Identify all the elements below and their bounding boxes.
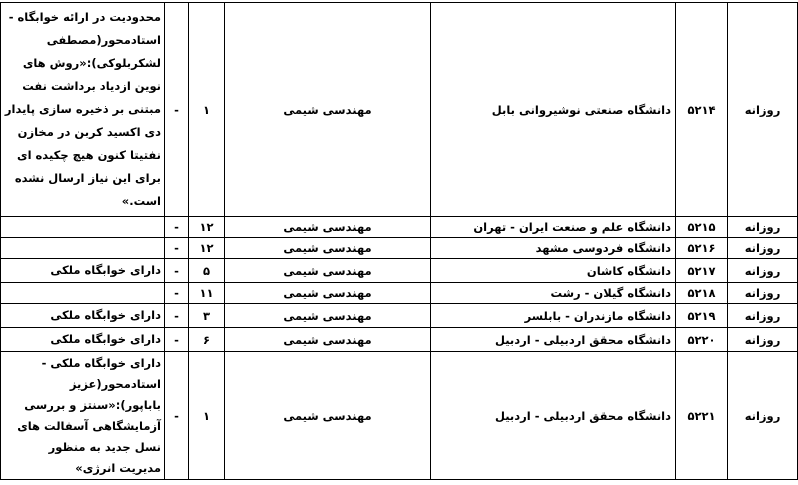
table-row xyxy=(1,3,798,217)
code-cell: ۵۲۱۹ xyxy=(676,304,728,328)
extra-cell: - xyxy=(165,352,189,480)
note-cell: دارای خوابگاه ملکی - استادمحور(عزیز باباپور):«سنتز و بررسی آزمایشگاهی آسفالت های نسل جدید به منظور مدیریت انرژی» xyxy=(1,352,165,480)
schedule-cell: روزانه xyxy=(728,3,798,217)
field-cell: مهندسی شیمی xyxy=(225,352,431,480)
schedule-cell: روزانه xyxy=(728,238,798,259)
code-cell: ۵۲۱۶ xyxy=(676,238,728,259)
university-cell: دانشگاه گیلان - رشت xyxy=(431,283,676,304)
code-cell: ۵۲۱۸ xyxy=(676,283,728,304)
note-cell: محدودیت در ارائه خوابگاه - استادمحور(مصطفی لشکربلوکی):«روش های نوین ازدیاد برداشت نفت مبتنی بر ذخیره سازی پایدار دی اکسید کربن در مخازن نفتیتا کنون هیچ چکیده ای برای این نیاز ارسال نشده است.» xyxy=(1,3,165,217)
note-cell: دارای خوابگاه ملکی xyxy=(1,328,165,352)
schedule-cell: روزانه xyxy=(728,304,798,328)
university-cell: دانشگاه محقق اردبیلی - اردبیل xyxy=(431,328,676,352)
note-cell xyxy=(1,217,165,238)
capacity-cell: ۱۲ xyxy=(189,238,225,259)
capacity-cell: ۱ xyxy=(189,3,225,217)
university-cell: دانشگاه علم و صنعت ایران - تهران xyxy=(431,217,676,238)
code-cell: ۵۲۱۷ xyxy=(676,259,728,283)
note-cell: دارای خوابگاه ملکی xyxy=(1,259,165,283)
table-body xyxy=(1,3,798,480)
capacity-cell: ۱۱ xyxy=(189,283,225,304)
note-cell: دارای خوابگاه ملکی xyxy=(1,304,165,328)
field-cell: مهندسی شیمی xyxy=(225,217,431,238)
code-cell: ۵۲۱۵ xyxy=(676,217,728,238)
note-cell xyxy=(1,283,165,304)
extra-cell: - xyxy=(165,238,189,259)
extra-cell: - xyxy=(165,3,189,217)
university-cell: دانشگاه صنعتی نوشیروانی بابل xyxy=(431,3,676,217)
code-cell: ۵۲۲۰ xyxy=(676,328,728,352)
schedule-cell: روزانه xyxy=(728,328,798,352)
extra-cell: - xyxy=(165,283,189,304)
field-cell: مهندسی شیمی xyxy=(225,238,431,259)
capacity-cell: ۶ xyxy=(189,328,225,352)
table-row xyxy=(1,304,798,328)
capacity-cell: ۱ xyxy=(189,352,225,480)
schedule-cell: روزانه xyxy=(728,352,798,480)
table-row xyxy=(1,283,798,304)
table-row xyxy=(1,352,798,480)
table-row xyxy=(1,328,798,352)
code-cell: ۵۲۲۱ xyxy=(676,352,728,480)
schedule-cell: روزانه xyxy=(728,259,798,283)
table-row xyxy=(1,238,798,259)
schedule-cell: روزانه xyxy=(728,283,798,304)
field-cell: مهندسی شیمی xyxy=(225,283,431,304)
extra-cell: - xyxy=(165,328,189,352)
university-cell: دانشگاه مازندران - بابلسر xyxy=(431,304,676,328)
field-cell: مهندسی شیمی xyxy=(225,3,431,217)
schedule-cell: روزانه xyxy=(728,217,798,238)
extra-cell: - xyxy=(165,259,189,283)
extra-cell: - xyxy=(165,304,189,328)
capacity-cell: ۵ xyxy=(189,259,225,283)
field-cell: مهندسی شیمی xyxy=(225,328,431,352)
table-row xyxy=(1,259,798,283)
code-cell: ۵۲۱۴ xyxy=(676,3,728,217)
extra-cell: - xyxy=(165,217,189,238)
field-cell: مهندسی شیمی xyxy=(225,259,431,283)
capacity-cell: ۱۲ xyxy=(189,217,225,238)
note-cell xyxy=(1,238,165,259)
table-row xyxy=(1,217,798,238)
field-cell: مهندسی شیمی xyxy=(225,304,431,328)
admission-table xyxy=(0,2,798,480)
university-cell: دانشگاه کاشان xyxy=(431,259,676,283)
capacity-cell: ۳ xyxy=(189,304,225,328)
university-cell: دانشگاه محقق اردبیلی - اردبیل xyxy=(431,352,676,480)
university-cell: دانشگاه فردوسی مشهد xyxy=(431,238,676,259)
